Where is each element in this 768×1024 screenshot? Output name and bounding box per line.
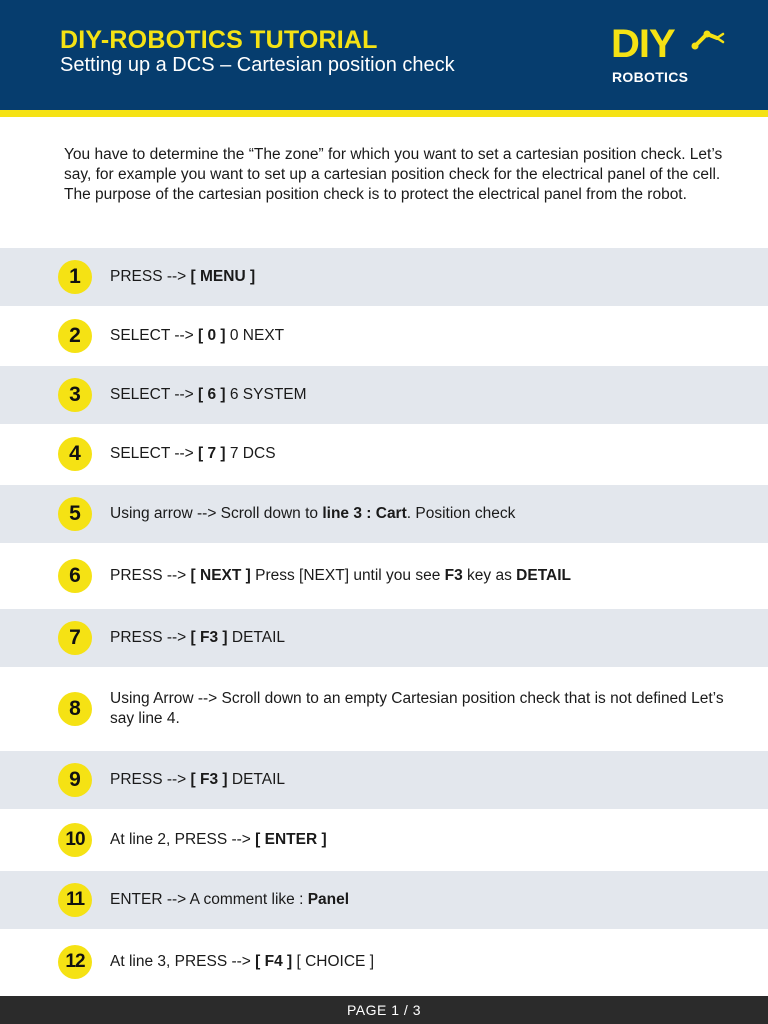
page-number: PAGE 1 / 3 [347,1002,421,1018]
step-row [0,810,768,870]
step-text-part: [ CHOICE ] [292,953,375,970]
step-number-badge: 11 [58,883,92,917]
step-instruction [110,628,730,648]
step-row [0,544,768,608]
step-instruction [110,385,730,405]
page-subtitle: Setting up a DCS – Cartesian position check [60,54,455,76]
step-text-part: At line 3, PRESS --> [110,953,256,970]
step-row [0,668,768,750]
step-text-part: SELECT --> [110,327,199,344]
robot-arm-icon [689,26,725,52]
step-key-bold: [ F3 ] [190,629,228,646]
step-number-badge: 10 [58,823,92,857]
step-number-badge: 8 [58,692,92,726]
step-text-part: 6 SYSTEM [225,386,307,403]
step-text-part: PRESS --> [110,771,191,788]
step-instruction [110,689,730,729]
page-footer [0,996,768,1024]
step-row [0,871,768,929]
logo-sub-text: ROBOTICS [612,69,689,85]
step-row [0,930,768,994]
step-row [0,609,768,667]
step-instruction [110,504,730,524]
step-key-bold: Panel [307,891,350,908]
step-text-part: PRESS --> [110,567,191,584]
step-number-badge: 5 [58,497,92,531]
step-text-part: ENTER --> A comment like : [110,891,308,908]
step-key-bold: F3 [444,567,463,584]
step-instruction [110,830,730,850]
step-number-badge: 1 [58,260,92,294]
step-instruction [110,444,730,464]
step-instruction [110,770,730,790]
step-number-badge: 9 [58,763,92,797]
step-key-bold: DETAIL [516,567,571,584]
step-number-badge: 3 [58,378,92,412]
step-text-part: 7 DCS [225,445,276,462]
step-row [0,366,768,424]
step-row [0,751,768,809]
step-row [0,248,768,306]
step-text-part: SELECT --> [110,445,199,462]
step-text-part: . Position check [406,505,516,522]
step-key-bold: [ MENU ] [190,268,256,285]
step-text-part: Press [NEXT] until you see [250,567,445,584]
step-key-bold: [ 7 ] [198,445,226,462]
step-text-part: At line 2, PRESS --> [110,831,256,848]
logo-main-text: DIY [611,22,675,66]
step-text-part: PRESS --> [110,268,191,285]
step-key-bold: [ ENTER ] [255,831,327,848]
step-text-part: DETAIL [227,629,285,646]
step-text-part: DETAIL [227,771,285,788]
step-key-bold: [ F3 ] [190,771,228,788]
step-key-bold: line 3 : Cart [322,505,407,522]
step-key-bold: [ F4 ] [255,953,293,970]
step-text-part: 0 NEXT [225,327,285,344]
step-row [0,485,768,543]
step-instruction [110,326,730,346]
step-number-badge: 7 [58,621,92,655]
step-instruction [110,952,730,972]
step-number-badge: 4 [58,437,92,471]
step-number-badge: 6 [58,559,92,593]
step-text-part: Using arrow --> Scroll down to [110,505,323,522]
step-key-bold: [ NEXT ] [190,567,251,584]
header-accent-stripe [0,110,768,117]
step-row [0,424,768,484]
step-instruction [110,890,730,910]
step-text-part: SELECT --> [110,386,199,403]
intro-paragraph: You have to determine the “The zone” for which you want to set a cartesian position check. Let’s say, for example you want to set up a cartesian position check for the electrical panel of the cell. The purpose of the cartesian position check is to protect the electrical panel from the robot. [64,146,723,203]
step-text-part: key as [462,567,517,584]
step-key-bold: [ 0 ] [198,327,226,344]
diy-robotics-logo [611,24,731,88]
page-title: DIY-ROBOTICS TUTORIAL [60,26,378,54]
step-instruction [110,267,730,287]
step-number-badge: 12 [58,945,92,979]
step-row [0,307,768,365]
header-bar [0,0,768,110]
step-text-part: Using Arrow --> Scroll down to an empty Cartesian position check that is not defined Let’s say line 4. [110,690,724,727]
step-text-part: PRESS --> [110,629,191,646]
step-number-badge: 2 [58,319,92,353]
step-key-bold: [ 6 ] [198,386,226,403]
step-instruction [110,566,730,586]
